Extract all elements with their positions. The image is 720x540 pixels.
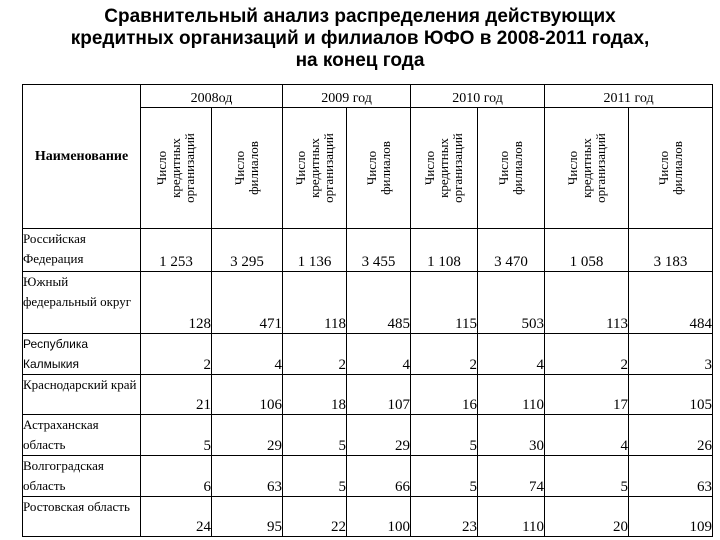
value-cell: 21 — [141, 375, 212, 415]
row-name: Краснодарский край — [23, 375, 141, 415]
table-row — [23, 334, 713, 375]
value-cell: 24 — [141, 497, 212, 537]
value-cell: 109 — [629, 497, 713, 537]
value-cell: 5 — [141, 415, 212, 456]
table-row — [23, 229, 713, 272]
year-header-2011: 2011 год — [545, 85, 713, 108]
year-header-2010: 2010 год — [411, 85, 545, 108]
title-line-2: кредитных организаций и филиалов ЮФО в 2008-2011 годах, — [70, 28, 650, 49]
value-cell: 110 — [478, 497, 545, 537]
value-cell: 16 — [411, 375, 478, 415]
row-name: Ростовская область — [23, 497, 141, 537]
value-cell: 1 253 — [141, 229, 212, 272]
branches-header-2010 — [478, 108, 545, 229]
orgs-header-text: Число кредитных организаций — [422, 133, 466, 203]
value-cell: 63 — [212, 456, 283, 497]
value-cell: 100 — [347, 497, 411, 537]
value-cell: 3 295 — [212, 229, 283, 272]
orgs-header-2011 — [545, 108, 629, 229]
value-cell: 66 — [347, 456, 411, 497]
value-cell: 17 — [545, 375, 629, 415]
value-cell: 110 — [478, 375, 545, 415]
value-cell: 2 — [545, 334, 629, 375]
value-cell: 4 — [347, 334, 411, 375]
value-cell: 18 — [283, 375, 347, 415]
value-cell: 3 — [629, 334, 713, 375]
orgs-header-text: Число кредитных организаций — [564, 133, 608, 203]
orgs-header-2010 — [411, 108, 478, 229]
table-row — [23, 272, 713, 334]
value-cell: 74 — [478, 456, 545, 497]
row-name: Южный федеральный округ — [23, 272, 141, 334]
title-line-3: на конец года — [295, 50, 425, 71]
value-cell: 484 — [629, 272, 713, 334]
title-line-1: Сравнительный анализ распределения действующих — [104, 6, 616, 27]
year-header-2008: 2008од — [141, 85, 283, 108]
orgs-header-2008 — [141, 108, 212, 229]
value-cell: 22 — [283, 497, 347, 537]
branches-header-2008 — [212, 108, 283, 229]
value-cell: 1 058 — [545, 229, 629, 272]
branches-header-2011 — [629, 108, 713, 229]
value-cell: 3 455 — [347, 229, 411, 272]
table-row — [23, 415, 713, 456]
row-name: Волгоградская область — [23, 456, 141, 497]
value-cell: 6 — [141, 456, 212, 497]
row-name: Республика Калмыкия — [23, 334, 141, 375]
value-cell: 128 — [141, 272, 212, 334]
branches-header-2009 — [347, 108, 411, 229]
row-name: Российская Федерация — [23, 229, 141, 272]
table-row — [23, 497, 713, 537]
value-cell: 471 — [212, 272, 283, 334]
orgs-header-2009 — [283, 108, 347, 229]
orgs-header-text: Число кредитных организаций — [154, 133, 197, 203]
branches-header-text: Число филиалов — [496, 141, 526, 195]
value-cell: 485 — [347, 272, 411, 334]
value-cell: 115 — [411, 272, 478, 334]
value-cell: 30 — [478, 415, 545, 456]
value-cell: 29 — [347, 415, 411, 456]
value-cell: 1 136 — [283, 229, 347, 272]
value-cell: 4 — [212, 334, 283, 375]
page-title — [0, 6, 720, 72]
year-header-row — [23, 85, 713, 108]
data-table — [22, 84, 713, 537]
branches-header-text: Число филиалов — [655, 141, 685, 195]
value-cell: 26 — [629, 415, 713, 456]
value-cell: 5 — [411, 456, 478, 497]
value-cell: 20 — [545, 497, 629, 537]
value-cell: 4 — [545, 415, 629, 456]
value-cell: 4 — [478, 334, 545, 375]
value-cell: 5 — [411, 415, 478, 456]
value-cell: 3 470 — [478, 229, 545, 272]
value-cell: 95 — [212, 497, 283, 537]
name-column-header: Наименование — [23, 85, 141, 229]
value-cell: 3 183 — [629, 229, 713, 272]
value-cell: 107 — [347, 375, 411, 415]
value-cell: 23 — [411, 497, 478, 537]
branches-header-text: Число филиалов — [363, 141, 393, 195]
value-cell: 2 — [283, 334, 347, 375]
value-cell: 503 — [478, 272, 545, 334]
branches-header-text: Число филиалов — [232, 141, 261, 195]
value-cell: 105 — [629, 375, 713, 415]
value-cell: 5 — [545, 456, 629, 497]
value-cell: 2 — [141, 334, 212, 375]
value-cell: 1 108 — [411, 229, 478, 272]
row-name: Астраханская область — [23, 415, 141, 456]
value-cell: 106 — [212, 375, 283, 415]
table-row — [23, 456, 713, 497]
value-cell: 2 — [411, 334, 478, 375]
value-cell: 5 — [283, 415, 347, 456]
value-cell: 113 — [545, 272, 629, 334]
year-header-2009: 2009 год — [283, 85, 411, 108]
table-row — [23, 375, 713, 415]
value-cell: 63 — [629, 456, 713, 497]
value-cell: 29 — [212, 415, 283, 456]
orgs-header-text: Число кредитных организаций — [292, 133, 336, 203]
value-cell: 5 — [283, 456, 347, 497]
value-cell: 118 — [283, 272, 347, 334]
